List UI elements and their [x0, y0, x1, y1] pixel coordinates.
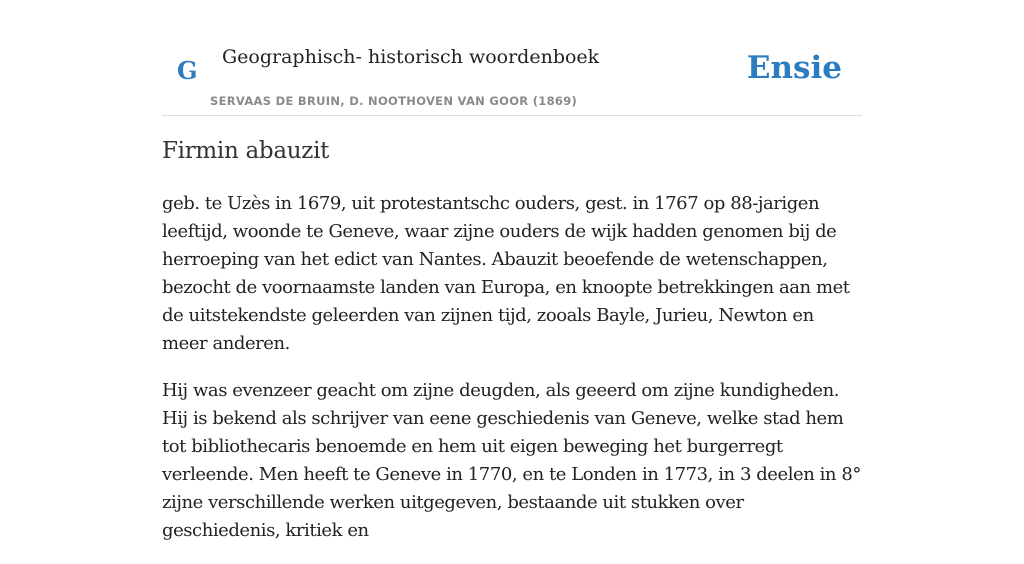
- entry-content: [162, 138, 864, 564]
- book-logo-icon[interactable]: G: [177, 56, 198, 85]
- book-title[interactable]: Geographisch- historisch woordenboek: [222, 46, 600, 68]
- entry-paragraph: Hij was evenzeer geacht om zijne deugden, als geeerd om zijne kundigheden. Hij is bekend als schrijver van eene geschiedenis van Geneve, welke stad hem tot bibliothecaris benoemde en hem uit eigen beweging het burgerregt verleende. Men heeft te Geneve in 1770, en te Londen in 1773, in 3 deelen in 8° zijne verschillende werken uitgegeven, bestaande uit stukken over geschiedenis, kritiek en: [162, 380, 861, 541]
- ensie-logo[interactable]: Ensie: [746, 50, 842, 86]
- entry-paragraph: geb. te Uzès in 1679, uit protestantschc ouders, gest. in 1767 op 88-jarigen leeftijd, woonde te Geneve, waar zijne ouders de wijk hadden genomen bij de herroeping van het edict van Nantes. Abauzit beoefende de wetenschappen, bezocht de voornaamste landen van Europa, en knoopte betrekkingen aan met de uitstekendste geleerden van zijnen tijd, zooals Bayle, Jurieu, Newton en meer anderen.: [162, 193, 850, 354]
- book-header: [162, 30, 862, 116]
- entry-body: [162, 190, 864, 545]
- book-authors: SERVAAS DE BRUIN, D. NOOTHOVEN VAN GOOR (1869): [210, 94, 578, 108]
- entry-title: Firmin abauzit: [162, 138, 330, 164]
